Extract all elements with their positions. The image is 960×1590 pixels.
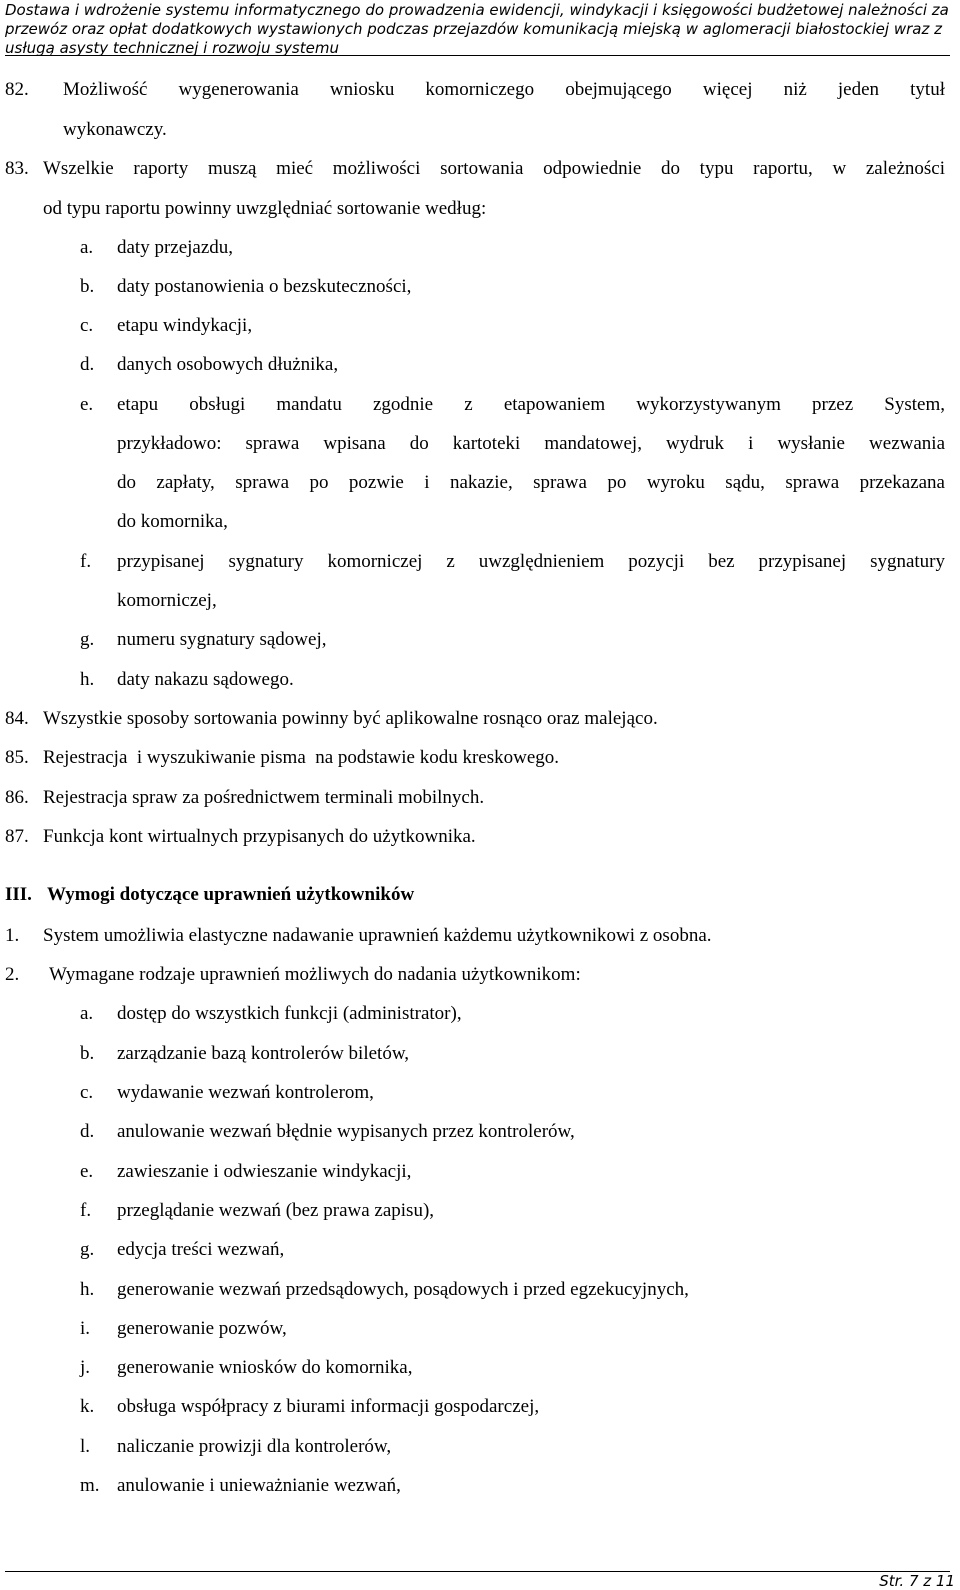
item-82-number: 82. bbox=[5, 79, 29, 100]
item-85-number: 85. bbox=[5, 747, 29, 768]
sort-item-b: daty postanowienia o bezskuteczności, bbox=[117, 276, 412, 297]
page-header bbox=[5, 1, 950, 58]
point-1-number: 1. bbox=[5, 925, 20, 946]
item-84-text: Wszystkie sposoby sortowania powinny być aplikowalne rosnąco oraz malejąco. bbox=[43, 708, 658, 729]
sort-item-f-line2: komorniczej, bbox=[117, 590, 217, 611]
sort-item-e-line4: do komornika, bbox=[117, 511, 228, 532]
perm-item-b: zarządzanie bazą kontrolerów biletów, bbox=[117, 1043, 410, 1064]
page-number: Str. 7 z 11 bbox=[879, 1572, 955, 1590]
item-83-number: 83. bbox=[5, 158, 29, 179]
sort-letter-b: b. bbox=[80, 276, 95, 297]
item-83-text-cont: od typu raportu powinny uwzględniać sortowanie według: bbox=[43, 198, 487, 219]
sort-item-c: etapu windykacji, bbox=[117, 315, 253, 336]
perm-letter-c: c. bbox=[80, 1082, 94, 1103]
header-divider bbox=[5, 55, 950, 56]
sort-letter-f: f. bbox=[80, 551, 92, 572]
point-2-number: 2. bbox=[5, 964, 20, 985]
item-84-number: 84. bbox=[5, 708, 29, 729]
sort-item-h: daty nakazu sądowego. bbox=[117, 669, 294, 690]
perm-item-c: wydawanie wezwań kontrolerom, bbox=[117, 1082, 374, 1103]
perm-letter-l: l. bbox=[80, 1436, 91, 1457]
perm-letter-a: a. bbox=[80, 1003, 94, 1024]
item-85-text: Rejestracja i wyszukiwanie pisma na podstawie kodu kreskowego. bbox=[43, 747, 560, 768]
perm-item-d: anulowanie wezwań błędnie wypisanych przez kontrolerów, bbox=[117, 1121, 575, 1142]
sort-item-e-line2: przykładowo: sprawa wpisana do kartoteki mandatowej, wydruk i wysłanie wezwania bbox=[117, 433, 945, 454]
perm-letter-e: e. bbox=[80, 1161, 94, 1182]
perm-item-e: zawieszanie i odwieszanie windykacji, bbox=[117, 1161, 412, 1182]
perm-letter-j: j. bbox=[80, 1357, 91, 1378]
perm-letter-d: d. bbox=[80, 1121, 95, 1142]
perm-item-k: obsługa współpracy z biurami informacji gospodarczej, bbox=[117, 1396, 540, 1417]
item-87-number: 87. bbox=[5, 826, 29, 847]
sort-item-g: numeru sygnatury sądowej, bbox=[117, 629, 327, 650]
perm-letter-h: h. bbox=[80, 1279, 95, 1300]
sort-letter-c: c. bbox=[80, 315, 94, 336]
sort-item-f-line1: przypisanej sygnatury komorniczej z uwzględnieniem pozycji bez przypisanej sygnatury bbox=[117, 551, 945, 572]
point-2-text: Wymagane rodzaje uprawnień możliwych do nadania użytkownikom: bbox=[49, 964, 581, 985]
sort-letter-g: g. bbox=[80, 629, 95, 650]
item-83-text: Wszelkie raporty muszą mieć możliwości sortowania odpowiednie do typu raportu, w zależności bbox=[43, 158, 945, 179]
perm-item-j: generowanie wniosków do komornika, bbox=[117, 1357, 413, 1378]
item-82-text: Możliwość wygenerowania wniosku komorniczego obejmującego więcej niż jeden tytuł bbox=[63, 79, 945, 100]
section-number: III. bbox=[5, 884, 32, 905]
perm-item-l: naliczanie prowizji dla kontrolerów, bbox=[117, 1436, 392, 1457]
perm-item-f: przeglądanie wezwań (bez prawa zapisu), bbox=[117, 1200, 435, 1221]
sort-item-e-line3: do zapłaty, sprawa po pozwie i nakazie, sprawa po wyroku sądu, sprawa przekazana bbox=[117, 472, 945, 493]
perm-letter-g: g. bbox=[80, 1239, 95, 1260]
perm-letter-k: k. bbox=[80, 1396, 95, 1417]
sort-item-d: danych osobowych dłużnika, bbox=[117, 354, 339, 375]
perm-item-m: anulowanie i unieważnianie wezwań, bbox=[117, 1475, 401, 1496]
perm-letter-m: m. bbox=[80, 1475, 100, 1496]
sort-item-a: daty przejazdu, bbox=[117, 237, 234, 258]
item-82-text-cont: wykonawczy. bbox=[63, 119, 167, 140]
sort-letter-a: a. bbox=[80, 237, 94, 258]
item-86-number: 86. bbox=[5, 787, 29, 808]
perm-item-i: generowanie pozwów, bbox=[117, 1318, 287, 1339]
item-87-text: Funkcja kont wirtualnych przypisanych do użytkownika. bbox=[43, 826, 476, 847]
item-86-text: Rejestracja spraw za pośrednictwem terminali mobilnych. bbox=[43, 787, 485, 808]
perm-letter-i: i. bbox=[80, 1318, 91, 1339]
perm-item-a: dostęp do wszystkich funkcji (administrator), bbox=[117, 1003, 462, 1024]
perm-letter-b: b. bbox=[80, 1043, 95, 1064]
footer-divider bbox=[5, 1571, 950, 1572]
header-title: Dostawa i wdrożenie systemu informatycznego do prowadzenia ewidencji, windykacji i księgowości budżetowej należności za przewóz oraz opłat dodatkowych wystawionych podczas przejazdów komunikacją miejską w aglomeracji białostockiej wraz z usługą asysty technicznej i rozwoju systemu bbox=[5, 1, 949, 57]
sort-letter-d: d. bbox=[80, 354, 95, 375]
point-1-text: System umożliwia elastyczne nadawanie uprawnień każdemu użytkownikowi z osobna. bbox=[43, 925, 712, 946]
section-title: Wymogi dotyczące uprawnień użytkowników bbox=[47, 884, 415, 905]
perm-letter-f: f. bbox=[80, 1200, 92, 1221]
sort-item-e-line1: etapu obsługi mandatu zgodnie z etapowaniem wykorzystywanym przez System, bbox=[117, 394, 945, 415]
perm-item-g: edycja treści wezwań, bbox=[117, 1239, 285, 1260]
perm-item-h: generowanie wezwań przedsądowych, posądowych i przed egzekucyjnych, bbox=[117, 1279, 689, 1300]
sort-letter-h: h. bbox=[80, 669, 95, 690]
sort-letter-e: e. bbox=[80, 394, 94, 415]
